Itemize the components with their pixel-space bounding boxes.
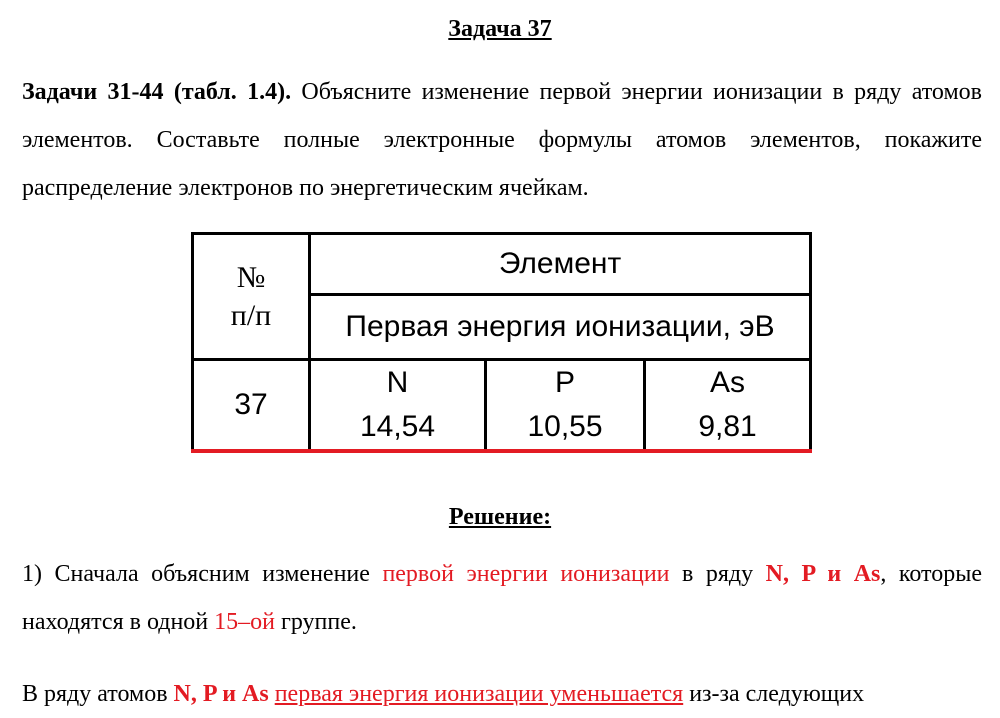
solution-title: Решение:: [448, 504, 552, 530]
ionization-energy: 9,81: [698, 410, 757, 443]
ionization-table-container: [191, 232, 811, 461]
task-text: Объясните изменение первой энергии ионизации в ряду атомов элементов. Составьте полные электронные формулы атомов элементов, покажите распределение электронов по энергетическим ячейкам.: [22, 79, 982, 201]
ionization-energy: 10,55: [527, 410, 603, 443]
text-span: 1) Сначала объясним изменение: [22, 561, 383, 587]
energy-header: Первая энергия ионизации, эВ: [310, 295, 811, 360]
task-statement: [22, 68, 982, 212]
ionization-table: [191, 232, 812, 453]
element-cell-p: [486, 360, 645, 452]
table-row: [193, 360, 811, 452]
element-cell-as: [645, 360, 811, 452]
row-number: 37: [193, 360, 310, 452]
ionization-energy: 14,54: [359, 410, 436, 443]
highlight-term: первой энергии ионизации: [382, 561, 670, 587]
text-span: в ряду: [669, 561, 766, 587]
number-abbrev: п/п: [230, 298, 272, 332]
element-header: Элемент: [310, 234, 811, 295]
highlight-statement: первая энергия ионизации уменьшается: [274, 681, 684, 707]
page-title: Задача 37: [448, 16, 552, 42]
highlight-elements: N, P и As: [173, 681, 269, 707]
text-span: , которые находятся в одной: [22, 561, 983, 635]
element-symbol: As: [710, 366, 746, 399]
text-span: из-за следующих: [683, 681, 865, 707]
highlight-group: 15–ой: [214, 609, 275, 635]
solution-paragraph-2: [22, 670, 982, 718]
element-symbol: P: [554, 366, 575, 399]
text-span: группе.: [275, 609, 357, 635]
task-lead: Задачи 31-44 (табл. 1.4).: [22, 79, 292, 105]
table-header-row: [193, 234, 811, 295]
element-cell-n: [310, 360, 486, 452]
number-sign: №: [236, 260, 266, 294]
text-span: В ряду атомов: [22, 681, 174, 707]
solution-paragraph-1: [22, 550, 982, 646]
element-symbol: N: [386, 366, 409, 399]
column-number-header: [193, 234, 310, 360]
highlight-elements: N, P и As: [765, 561, 881, 587]
